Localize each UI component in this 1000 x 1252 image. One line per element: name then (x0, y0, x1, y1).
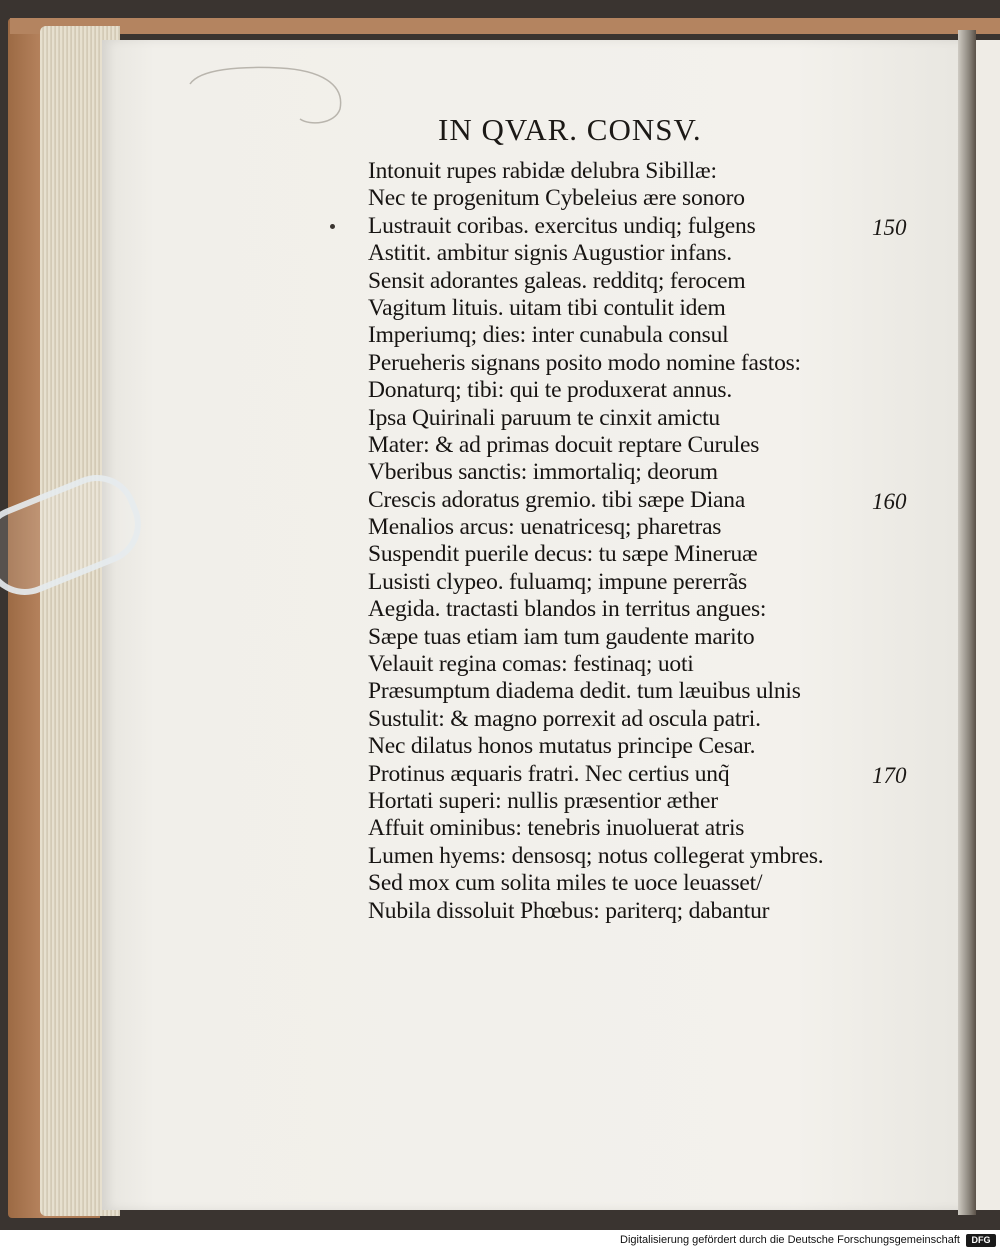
book-gutter (958, 30, 976, 1215)
verse-line: Mater: & ad primas docuit reptare Curules (368, 431, 760, 458)
verse-line: Ipsa Quirinali paruum te cinxit amictu (368, 404, 720, 431)
book-cover-top (10, 18, 1000, 34)
dfg-logo: DFG (966, 1234, 996, 1247)
verse-line: Lumen hyems: densosq; notus collegerat ymbres. (368, 842, 824, 869)
line-number: 170 (872, 762, 907, 788)
verse-line: Affuit ominibus: tenebris inuoluerat atris (368, 815, 745, 842)
verse-list (368, 158, 888, 925)
verse-line: Menalios arcus: uenatricesq; pharetras (368, 514, 722, 541)
verse-line: Astitit. ambitur signis Augustior infans. (368, 240, 732, 267)
verse-line: Sed mox cum solita miles te uoce leuasset/ (368, 870, 763, 897)
line-number: 150 (872, 214, 907, 240)
verse-line: Crescis adoratus gremio. tibi sæpe Diana (368, 486, 746, 513)
verse-line: Perueheris signans posito modo nomine fastos: (368, 349, 801, 376)
verse-line: Hortati superi: nullis præsentior æther (368, 787, 718, 814)
verse-line: Sæpe tuas etiam iam tum gaudente marito (368, 623, 755, 650)
verse-line: Donaturq; tibi: qui te produxerat annus. (368, 377, 733, 404)
verse-line: Vberibus sanctis: immortaliq; deorum (368, 459, 718, 486)
verse-line: Nec te progenitum Cybeleius ære sonoro (368, 185, 745, 212)
verse-line: Lusisti clypeo. fuluamq; impune pererrãs (368, 568, 747, 595)
line-number: 160 (872, 488, 907, 514)
footer-bar (0, 1230, 1000, 1252)
verse-line: Lustrauit coribas. exercitus undiq; fulgens (368, 212, 756, 239)
pencil-mark (180, 64, 350, 134)
verse-line: Vagitum lituis. uitam tibi contulit idem (368, 294, 726, 321)
footer-text: Digitalisierung gefördert durch die Deutsche Forschungsgemeinschaft (620, 1234, 960, 1246)
verse-line: Nubila dissoluit Phœbus: pariterq; dabantur (368, 897, 770, 924)
verse-line: Velauit regina comas: festinaq; uoti (368, 651, 694, 678)
verse-line: Suspendit puerile decus: tu sæpe Mineruæ (368, 541, 758, 568)
verse-line: Præsumptum diadema dedit. tum læuibus ulnis (368, 678, 801, 705)
ink-dot (330, 224, 335, 229)
verse-line: Imperiumq; dies: inter cunabula consul (368, 322, 729, 349)
verse-line: Intonuit rupes rabidæ delubra Sibillæ: (368, 158, 717, 184)
verse-line: Nec dilatus honos mutatus principe Cesar. (368, 733, 756, 760)
page-header: IN QVAR. CONSV. (438, 112, 702, 147)
verse-line: Aegida. tractasti blandos in territus angues: (368, 596, 767, 623)
verse-line: Sensit adorantes galeas. redditq; ferocem (368, 267, 746, 294)
verse-line: Sustulit: & magno porrexit ad oscula patri. (368, 705, 761, 732)
verse-line: Protinus æquaris fratri. Nec certius unq̃ (368, 760, 730, 787)
